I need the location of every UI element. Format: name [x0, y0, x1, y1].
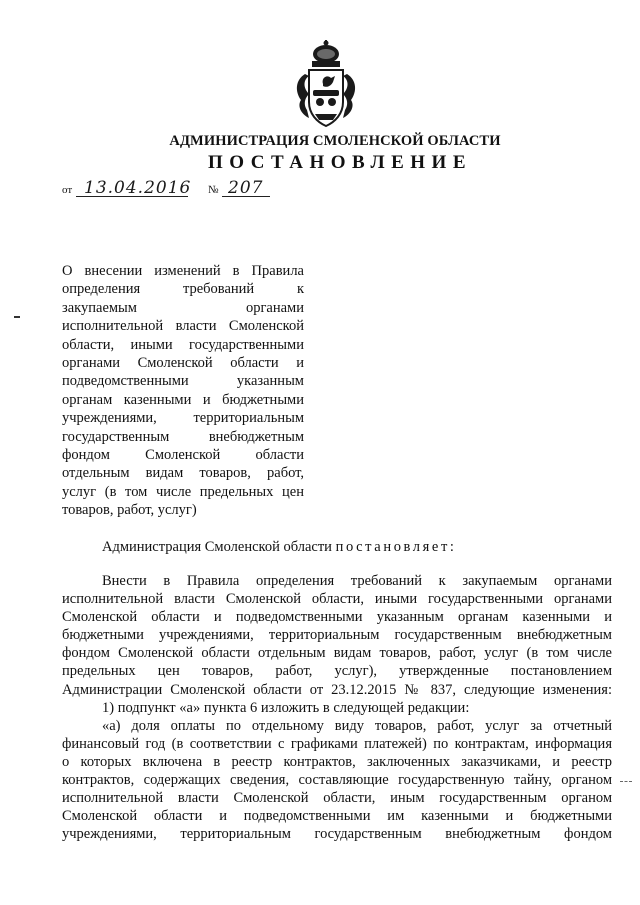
- handwritten-number: 207: [228, 178, 264, 198]
- margin-mark: [14, 316, 20, 318]
- body-line: финансовый год (в соответствии с графиками платежей) по контрактам, информация: [62, 735, 612, 752]
- body-line: о которых включена в реестр контрактов, заключенных заказчиками, и реестр: [62, 753, 612, 770]
- title-line: органами Смоленской области и: [62, 355, 304, 372]
- body-line: учреждениями, территориальным государственным внебюджетным фондом: [62, 826, 612, 843]
- body-line: 1) подпункт «а» пункта 6 изложить в следующей редакции:: [102, 699, 470, 716]
- body-line: Смоленской области и подведомственными им казенными и бюджетными: [62, 808, 612, 825]
- body-line: бюджетными учреждениями, территориальным государственным внебюджетным: [62, 627, 612, 644]
- body-line: «а) доля оплаты по отдельному виду товаров, работ, услуг за отчетный: [102, 717, 612, 734]
- date-prefix: от: [62, 184, 73, 196]
- title-line: области, иными государственными: [62, 336, 304, 353]
- body-line: предельных цен товаров, работ, услуг), утвержденные постановлением: [62, 663, 612, 680]
- title-line: услуг (в том числе предельных цен: [62, 483, 304, 500]
- title-line: подведомственными указанным: [62, 373, 304, 390]
- title-line: органам казенными и бюджетными: [62, 391, 304, 408]
- body-line: контрактов, содержащих сведения, составляющие государственную тайну, органом: [62, 772, 612, 789]
- organization-name: АДМИНИСТРАЦИЯ СМОЛЕНСКОЙ ОБЛАСТИ: [169, 133, 501, 149]
- document-type-title: ПОСТАНОВЛЕНИЕ: [207, 152, 473, 173]
- number-prefix: №: [208, 184, 219, 196]
- title-line: товаров, работ, услуг): [62, 502, 197, 519]
- body-line: фондом Смоленской области отдельным видам товаров, работ, услуг (в том числе: [62, 645, 612, 662]
- handwritten-date: 13.04.2016: [84, 178, 192, 198]
- title-line: О внесении изменений в Правила: [62, 263, 304, 279]
- title-line: учреждениями, территориальным: [62, 410, 304, 427]
- document-title-block: [62, 262, 304, 520]
- title-line: закупаемым органами: [62, 299, 304, 316]
- margin-mark: [620, 781, 632, 782]
- body-line: Внести в Правила определения требований к закупаемым органами: [102, 573, 612, 589]
- preamble: [102, 539, 457, 556]
- body-line: Администрации Смоленской области от 23.12.2015 № 837, следующие изменения:: [62, 681, 612, 698]
- smolensk-coat-of-arms-icon: [293, 40, 359, 132]
- body-line: Смоленской области и подведомственными указанным органам казенными и: [62, 609, 612, 626]
- body-line: исполнительной власти Смоленской области, иными государственными органами: [62, 591, 612, 608]
- title-line: определения требований к: [62, 281, 304, 298]
- title-line: государственным внебюджетным: [62, 428, 304, 445]
- date-number-line: [62, 178, 282, 200]
- title-line: фондом Смоленской области: [62, 447, 304, 464]
- title-line: исполнительной власти Смоленской: [62, 318, 304, 335]
- body-line: исполнительной власти Смоленской области, иным государственным органом: [62, 790, 612, 807]
- title-line: отдельным видам товаров, работ,: [62, 465, 304, 482]
- document-body: [62, 572, 612, 843]
- preamble-verb: постановляет:: [335, 539, 457, 555]
- preamble-lead: Администрация Смоленской области: [102, 539, 332, 555]
